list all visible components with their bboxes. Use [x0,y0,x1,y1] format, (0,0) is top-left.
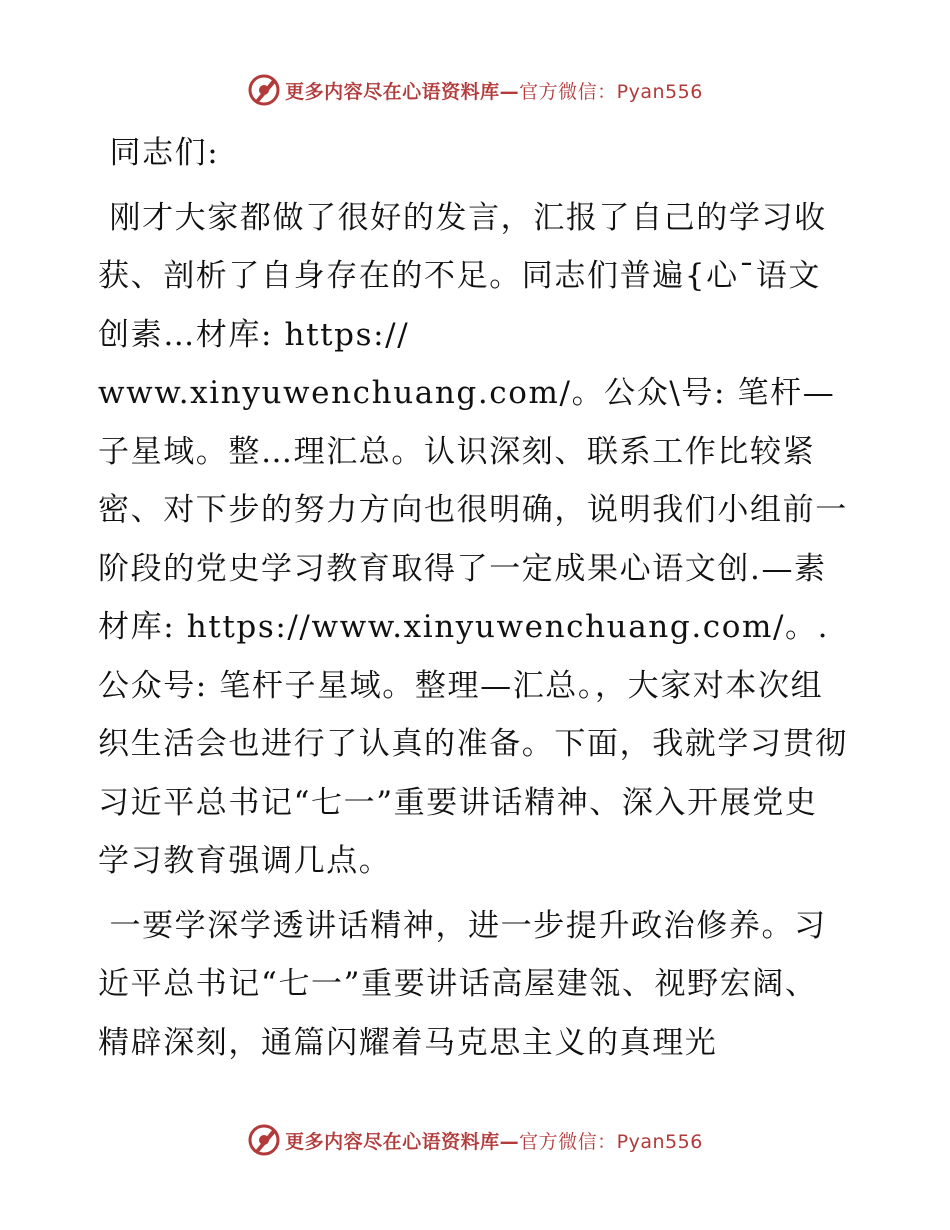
paragraph-1: 刚才大家都做了很好的发言，汇报了自己的学习收获、剖析了自身存在的不足。同志们普遍{心¯语文创素…材库: https:// www.xinyuwenchuang.com/。公众\号: 笔杆—子星域。整…理汇总。认识深刻、联系工作比较紧密、对下步的努力方向也很明确，说明我们小组前一阶段的党史学习教育取得了一定成果心语文创.—素材库: https://www.xinyuwenchuang.com/。.公众号: 笔杆子星域。整理—汇总。，大家对本次组织生活会也进行了认真的准备。下面，我就学习贯彻习近平总书记“七一”重要讲话精神、深入开展党史学习教育强调几点。 [98,199,848,879]
paragraph-2: 一要学深学透讲话精神，进一步提升政治修养。习近平总书记“七一”重要讲话高屋建瓴、视野宏阔、精辟深刻，通篇闪耀着马克思主义的真理光 [98,907,827,1061]
document-body [98,124,850,1078]
footer-banner-text: 更多内容尽在心语资料库—官方微信：Pyan556 [285,1130,703,1153]
greeting: 同志们: [98,135,220,171]
header-wechat-label: 官方微信：Pyan556 [519,80,703,103]
footer-banner [0,1120,950,1160]
header-banner [0,70,950,110]
quill-logo-icon [247,1123,281,1157]
footer-wechat-label: 官方微信：Pyan556 [519,1130,703,1153]
header-banner-text: 更多内容尽在心语资料库—官方微信：Pyan556 [285,80,703,103]
quill-logo-icon [247,73,281,107]
